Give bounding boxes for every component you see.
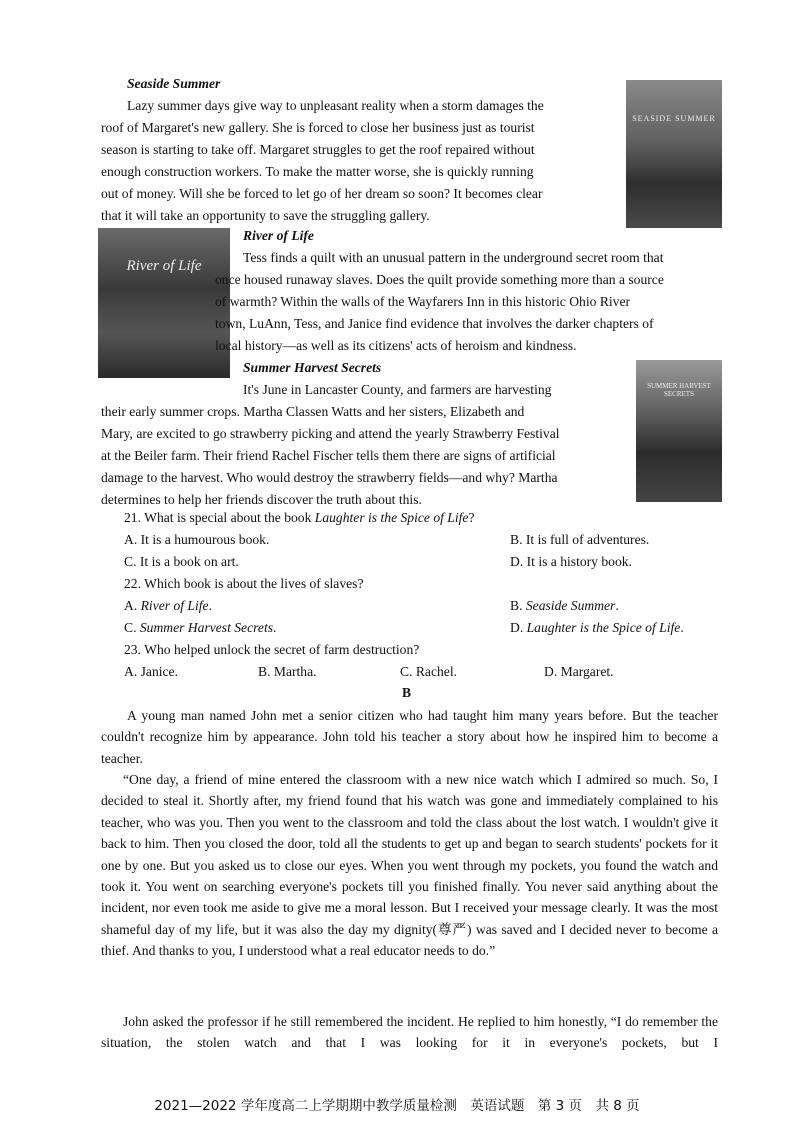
page-footer: 2021—2022 学年度高二上学期期中教学质量检测 英语试题 第 3 页 共 8 页 [154, 1098, 640, 1114]
option-letter: D. [510, 620, 527, 635]
book2-line: of warmth? Within the walls of the Wayfarers Inn in this historic Ohio River [215, 294, 631, 309]
book3-line: damage to the harvest. Who would destroy the strawberry fields—and why? Martha [101, 470, 558, 485]
cover-title: SEASIDE SUMMER [632, 114, 716, 123]
section-b-paragraph-1: A young man named John met a senior citizen who had taught him many years before. But the teacher couldn't recognize him by appearance. John told his teacher a story about how he inspired him to become a teacher. [101, 708, 718, 766]
book3-line: determines to help her friends discover the truth about this. [101, 492, 422, 507]
cover-title: SUMMER HARVEST SECRETS [647, 382, 711, 398]
book3-line: at the Beiler farm. Their friend Rachel Fischer tells them there are signs of artificial [101, 448, 556, 463]
option-text: Laughter is the Spice of Life [526, 620, 681, 635]
option-text: Summer Harvest Secrets [139, 620, 274, 635]
book3-line: It's June in Lancaster County, and farmers are harvesting [243, 382, 552, 397]
book1-line: out of money. Will she be forced to let go of her dream so soon? It becomes clear [101, 186, 543, 201]
option-letter: B. [510, 598, 526, 613]
question-22: 22. Which book is about the lives of slaves? [124, 576, 364, 591]
book-title-river-of-life: River of Life [243, 228, 314, 243]
book1-line: season is starting to take off. Margaret struggles to get the roof repaired without [101, 142, 535, 157]
question-23: 23. Who helped unlock the secret of farm destruction? [124, 642, 420, 657]
book1-line: roof of Margaret's new gallery. She is forced to close her business just as tourist [101, 120, 535, 135]
q21-option-c[interactable]: C. It is a book on art. [124, 554, 239, 569]
book2-line: once housed runaway slaves. Does the quilt provide something more than a source [215, 272, 664, 287]
q23-option-b[interactable]: B. Martha. [258, 664, 317, 679]
option-text: Seaside Summer [525, 598, 616, 613]
q22-option-d[interactable]: D. Laughter is the Spice of Life. [510, 620, 684, 635]
q21-book-title: Laughter is the Spice of Life [314, 510, 469, 525]
book2-line: Tess finds a quilt with an unusual pattern in the underground secret room that [243, 250, 664, 265]
book1-line: enough construction workers. To make the matter worse, she is quickly running [101, 164, 534, 179]
q23-option-d[interactable]: D. Margaret. [544, 664, 614, 679]
q22-option-b[interactable]: B. Seaside Summer. [510, 598, 619, 613]
cover-title: River of Life [126, 258, 202, 274]
summer-harvest-secrets-cover-image [636, 360, 722, 502]
q21-stem: 21. What is special about the book [124, 510, 315, 525]
q21-option-b[interactable]: B. It is full of adventures. [510, 532, 650, 547]
river-of-life-cover-image [98, 228, 230, 378]
q22-option-a[interactable]: A. River of Life. [124, 598, 212, 613]
book2-line: local history—as well as its citizens' acts of heroism and kindness. [215, 338, 577, 353]
q21-option-a[interactable]: A. It is a humourous book. [124, 532, 270, 547]
option-text: River of Life [140, 598, 209, 613]
q22-option-c[interactable]: C. Summer Harvest Secrets. [124, 620, 277, 635]
seaside-summer-cover-image [626, 80, 722, 228]
question-21 [124, 507, 475, 528]
book-title-seaside-summer: Seaside Summer [127, 76, 221, 91]
book-title-summer-harvest-secrets: Summer Harvest Secrets [243, 360, 382, 375]
option-letter: A. [124, 598, 141, 613]
book1-line: Lazy summer days give way to unpleasant reality when a storm damages the [127, 98, 544, 113]
book3-line: their early summer crops. Martha Classen Watts and her sisters, Elizabeth and [101, 404, 525, 419]
q21-option-d[interactable]: D. It is a history book. [510, 554, 632, 569]
section-b-paragraph-2: “One day, a friend of mine entered the classroom with a new nice watch which I admired so much. So, I decided to steal it. Shortly after, my friend found that his watch was gone and immediately complained to his teacher, who was you. Then you went to the classroom and told the class about the lost watch. I wouldn't give it back to him. Then you closed the door, told all the students to get up and began to search students' pockets for it one by one. But you asked us to close our eyes. When you went through my pockets, you found the watch and took it. You went on searching everyone's pockets till you finished finally. You never said anything about the incident, nor even took me aside to give me a moral lesson. But I received your message clearly. It was the most shameful day of my life, but it was also the day my dignity(尊严) was saved and I decided never to become a thief. And thanks to you, I understood what a real educator needs to do.” [101, 772, 718, 959]
section-b-paragraph-3: John asked the professor if he still remembered the incident. He replied to him honestly, “I do remember the situation, the stolen watch and that I was looking for it in everyone's pockets, but I [101, 1014, 718, 1051]
section-b-heading: B [402, 685, 412, 700]
book1-line: that it will take an opportunity to save the struggling gallery. [101, 208, 430, 223]
q23-option-c[interactable]: C. Rachel. [400, 664, 458, 679]
q21-mark: ? [468, 510, 475, 525]
book2-line: town, LuAnn, Tess, and Janice find evidence that involves the darker chapters of [215, 316, 654, 331]
option-letter: C. [124, 620, 140, 635]
q23-option-a[interactable]: A. Janice. [124, 664, 178, 679]
book3-line: Mary, are excited to go strawberry picking and attend the yearly Strawberry Festival [101, 426, 560, 441]
